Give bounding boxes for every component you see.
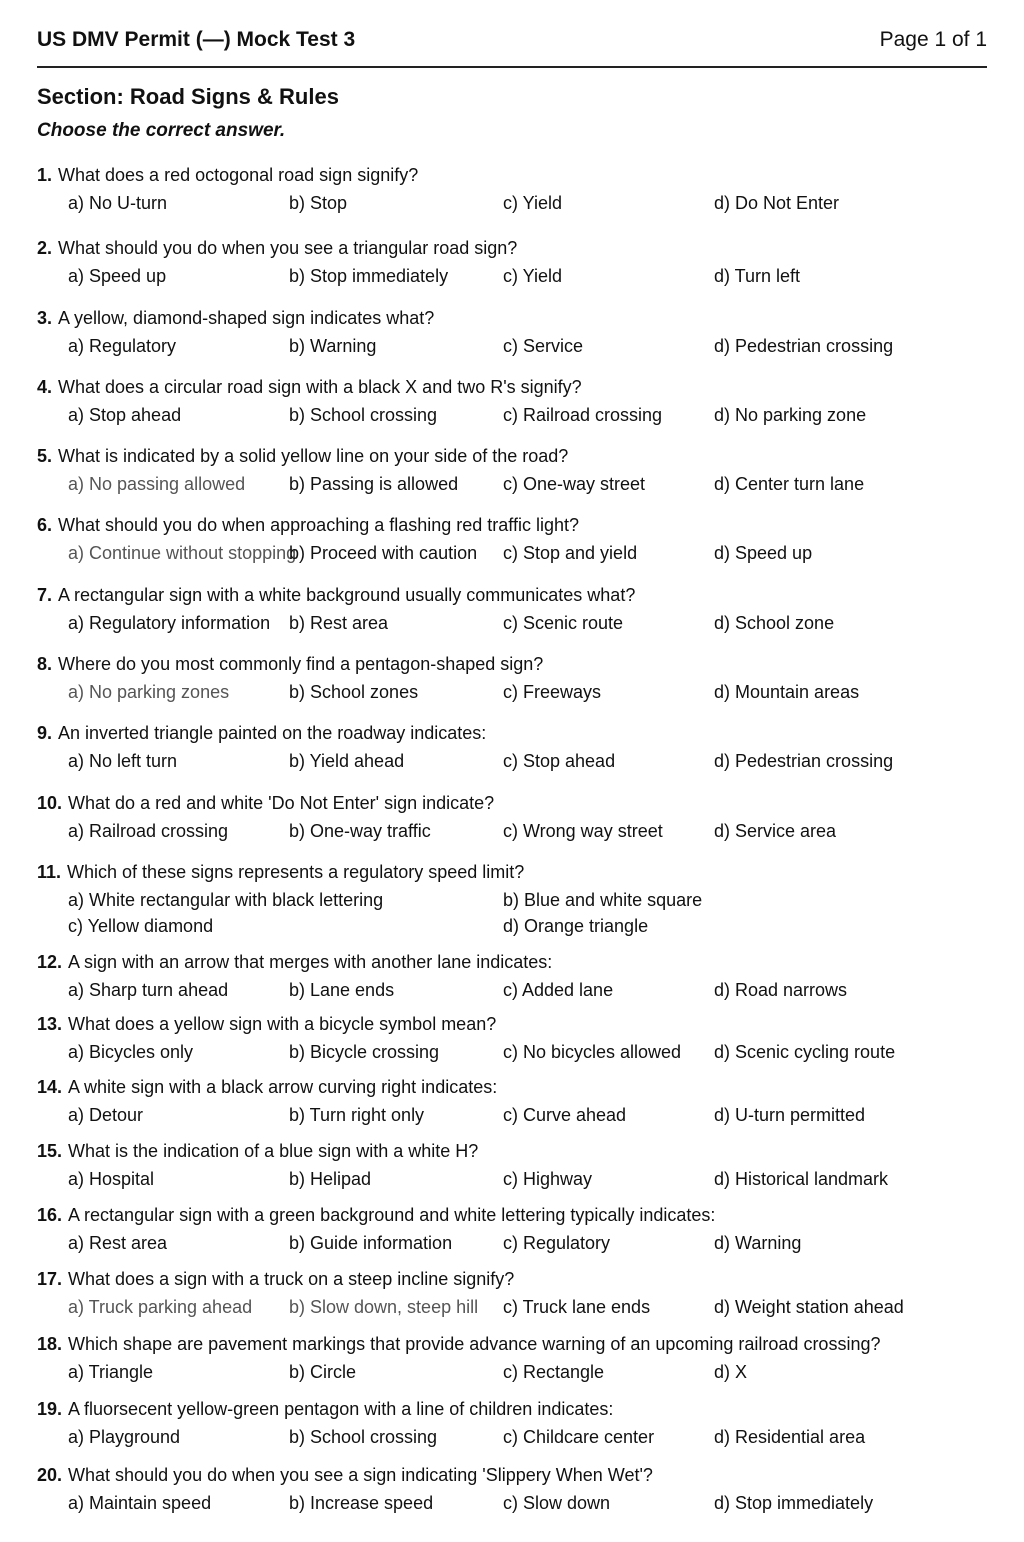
answer-option[interactable]: d) Historical landmark <box>714 1169 889 1189</box>
question-number: 10. <box>37 793 63 813</box>
answer-option[interactable]: b) One-way traffic <box>289 821 431 841</box>
answer-option[interactable]: b) Slow down, steep hill <box>289 1297 479 1317</box>
question-number: 5. <box>37 446 53 466</box>
answer-option[interactable]: a) Truck parking ahead <box>68 1297 253 1317</box>
question-text <box>37 1464 987 1486</box>
question-number: 3. <box>37 308 53 328</box>
question-text <box>37 584 987 606</box>
answer-option[interactable]: d) School zone <box>714 613 835 633</box>
question-number: 11. <box>37 862 62 882</box>
question-item <box>37 861 987 941</box>
answer-option[interactable]: b) Blue and white square <box>503 890 703 910</box>
answer-option[interactable]: b) School crossing <box>289 405 438 425</box>
answer-option[interactable]: c) Curve ahead <box>503 1105 627 1125</box>
question-number: 14. <box>37 1077 63 1097</box>
question-text <box>37 1076 987 1098</box>
answer-option[interactable]: d) Turn left <box>714 266 801 286</box>
question-item <box>37 1464 987 1542</box>
question-prompt: A sign with an arrow that merges with another lane indicates: <box>68 952 553 972</box>
answer-option[interactable]: c) No bicycles allowed <box>503 1042 682 1062</box>
question-text <box>37 653 987 675</box>
question-prompt: What does a red octogonal road sign signify? <box>58 165 419 185</box>
question-prompt: A rectangular sign with a green background and white lettering typically indicates: <box>68 1205 716 1225</box>
answer-option[interactable]: c) Freeways <box>503 682 602 702</box>
answer-option[interactable]: b) Stop immediately <box>289 266 449 286</box>
answer-option[interactable]: d) Do Not Enter <box>714 193 840 213</box>
question-prompt: What is the indication of a blue sign with a white H? <box>68 1141 479 1161</box>
answer-options <box>37 883 987 941</box>
question-number: 8. <box>37 654 53 674</box>
question-text <box>37 792 987 814</box>
answer-option[interactable]: a) Regulatory <box>68 336 177 356</box>
question-prompt: What should you do when approaching a flashing red traffic light? <box>58 515 580 535</box>
answer-option[interactable]: b) School zones <box>289 682 419 702</box>
question-prompt: A rectangular sign with a white background usually communicates what? <box>58 585 636 605</box>
question-text <box>37 1333 987 1355</box>
question-prompt: What does a yellow sign with a bicycle symbol mean? <box>68 1014 497 1034</box>
question-text <box>37 514 987 536</box>
answer-option[interactable]: d) U-turn permitted <box>714 1105 866 1125</box>
answer-option[interactable]: a) Maintain speed <box>68 1493 212 1513</box>
answer-option[interactable]: c) Wrong way street <box>503 821 663 841</box>
answer-option[interactable]: a) Playground <box>68 1427 181 1447</box>
answer-option[interactable]: a) Speed up <box>68 266 167 286</box>
question-item <box>37 722 987 800</box>
answer-option[interactable]: d) Road narrows <box>714 980 848 1000</box>
answer-option[interactable]: b) Circle <box>289 1362 357 1382</box>
question-prompt: What do a red and white 'Do Not Enter' sign indicate? <box>68 793 495 813</box>
answer-options <box>37 1486 987 1542</box>
answer-option[interactable]: b) Bicycle crossing <box>289 1042 440 1062</box>
answer-option[interactable]: a) Bicycles only <box>68 1042 194 1062</box>
answer-option[interactable]: b) Rest area <box>289 613 389 633</box>
question-prompt: A white sign with a black arrow curving right indicates: <box>68 1077 498 1097</box>
question-prompt: What should you do when you see a sign indicating 'Slippery When Wet'? <box>68 1465 653 1485</box>
question-prompt: An inverted triangle painted on the roadway indicates: <box>58 723 487 743</box>
answer-option[interactable]: a) No parking zones <box>68 682 230 702</box>
question-number: 6. <box>37 515 53 535</box>
question-text <box>37 1268 987 1290</box>
answer-option[interactable]: c) Railroad crossing <box>503 405 663 425</box>
answer-option[interactable]: a) Stop ahead <box>68 405 182 425</box>
answer-option[interactable]: b) Helipad <box>289 1169 372 1189</box>
answer-option[interactable]: d) Speed up <box>714 543 813 563</box>
answer-option[interactable]: c) Rectangle <box>503 1362 605 1382</box>
question-prompt: Which of these signs represents a regulatory speed limit? <box>67 862 525 882</box>
question-item <box>37 445 987 523</box>
answer-option[interactable]: c) One-way street <box>503 474 646 494</box>
answer-option[interactable]: c) Slow down <box>503 1493 611 1513</box>
answer-option[interactable]: b) Warning <box>289 336 377 356</box>
question-text <box>37 1140 987 1162</box>
answer-option[interactable]: a) No U-turn <box>68 193 168 213</box>
answer-option[interactable]: a) Rest area <box>68 1233 168 1253</box>
answer-option[interactable]: b) Stop <box>289 193 348 213</box>
answer-option[interactable]: c) Added lane <box>503 980 614 1000</box>
answer-option[interactable]: b) Yield ahead <box>289 751 405 771</box>
question-number: 4. <box>37 377 53 397</box>
answer-option[interactable]: a) Continue without stopping <box>68 543 297 563</box>
question-number: 13. <box>37 1014 63 1034</box>
answer-options <box>37 186 987 242</box>
answer-option[interactable]: b) Guide information <box>289 1233 453 1253</box>
answer-option[interactable]: a) Hospital <box>68 1169 155 1189</box>
question-text <box>37 307 987 329</box>
answer-option[interactable]: d) Center turn lane <box>714 474 865 494</box>
answer-option[interactable]: a) No left turn <box>68 751 178 771</box>
answer-option[interactable]: a) White rectangular with black lettering <box>68 890 384 910</box>
question-text <box>37 164 987 186</box>
answer-option[interactable]: d) Residential area <box>714 1427 866 1447</box>
question-item <box>37 164 987 242</box>
answer-option[interactable]: d) Pedestrian crossing <box>714 751 894 771</box>
question-number: 16. <box>37 1205 63 1225</box>
document-title: US DMV Permit (—) Mock Test 3 <box>37 28 356 51</box>
answer-option[interactable]: a) Detour <box>68 1105 144 1125</box>
question-prompt: A yellow, diamond-shaped sign indicates what? <box>58 308 435 328</box>
answer-option[interactable]: b) Increase speed <box>289 1493 434 1513</box>
question-item <box>37 653 987 731</box>
answer-option[interactable]: d) Mountain areas <box>714 682 860 702</box>
question-prompt: Where do you most commonly find a pentagon-shaped sign? <box>58 654 544 674</box>
answer-option[interactable]: b) Passing is allowed <box>289 474 459 494</box>
question-number: 15. <box>37 1141 63 1161</box>
question-prompt: Which shape are pavement markings that provide advance warning of an upcoming railroad crossing? <box>68 1334 881 1354</box>
page-number: Page 1 of 1 <box>879 28 987 51</box>
question-item <box>37 376 987 454</box>
answer-option[interactable]: b) Turn right only <box>289 1105 425 1125</box>
answer-option[interactable]: d) Weight station ahead <box>714 1297 904 1317</box>
answer-option[interactable]: c) Truck lane ends <box>503 1297 651 1317</box>
section-title: Section: Road Signs & Rules <box>37 84 339 109</box>
answer-option[interactable]: c) Service <box>503 336 584 356</box>
question-text <box>37 861 987 883</box>
question-text <box>37 1398 987 1420</box>
instructions: Choose the correct answer. <box>37 120 286 141</box>
question-text <box>37 1204 987 1226</box>
question-number: 2. <box>37 238 53 258</box>
question-text <box>37 722 987 744</box>
answer-option[interactable]: c) Regulatory <box>503 1233 611 1253</box>
answer-option[interactable]: a) Regulatory information <box>68 613 271 633</box>
question-prompt: A fluorsecent yellow-green pentagon with a line of children indicates: <box>68 1399 614 1419</box>
answer-option[interactable]: a) No passing allowed <box>68 474 246 494</box>
answer-option[interactable]: a) Triangle <box>68 1362 154 1382</box>
question-number: 17. <box>37 1269 63 1289</box>
answer-option[interactable]: d) Service area <box>714 821 837 841</box>
answer-option[interactable]: d) No parking zone <box>714 405 867 425</box>
answer-option[interactable]: d) Orange triangle <box>503 916 649 936</box>
question-number: 12. <box>37 952 63 972</box>
question-text <box>37 237 987 259</box>
question-prompt: What is indicated by a solid yellow line on your side of the road? <box>58 446 569 466</box>
question-prompt: What does a sign with a truck on a steep incline signify? <box>68 1269 515 1289</box>
answer-option[interactable]: d) X <box>714 1362 748 1382</box>
question-number: 18. <box>37 1334 63 1354</box>
answer-option[interactable]: b) School crossing <box>289 1427 438 1447</box>
question-number: 7. <box>37 585 53 605</box>
answer-option[interactable]: d) Scenic cycling route <box>714 1042 896 1062</box>
question-item <box>37 307 987 385</box>
answer-option[interactable]: b) Proceed with caution <box>289 543 478 563</box>
question-number: 19. <box>37 1399 63 1419</box>
question-text <box>37 376 987 398</box>
question-text <box>37 951 987 973</box>
answer-option[interactable]: d) Pedestrian crossing <box>714 336 894 356</box>
answer-option[interactable]: c) Yield <box>503 266 563 286</box>
answer-option[interactable]: d) Stop immediately <box>714 1493 874 1513</box>
answer-option[interactable]: b) Lane ends <box>289 980 395 1000</box>
question-item <box>37 514 987 592</box>
question-text <box>37 445 987 467</box>
question-item <box>37 237 987 315</box>
question-number: 1. <box>37 165 53 185</box>
question-number: 9. <box>37 723 53 743</box>
question-number: 20. <box>37 1465 63 1485</box>
answer-option[interactable]: c) Yellow diamond <box>68 916 214 936</box>
answer-option[interactable]: c) Yield <box>503 193 563 213</box>
answer-option[interactable]: c) Childcare center <box>503 1427 655 1447</box>
answer-option[interactable]: a) Sharp turn ahead <box>68 980 229 1000</box>
answer-option[interactable]: c) Stop and yield <box>503 543 638 563</box>
answer-option[interactable]: d) Warning <box>714 1233 802 1253</box>
question-prompt: What should you do when you see a triangular road sign? <box>58 238 518 258</box>
question-item <box>37 584 987 662</box>
answer-option[interactable]: a) Railroad crossing <box>68 821 229 841</box>
answer-option[interactable]: c) Scenic route <box>503 613 624 633</box>
question-text <box>37 1013 987 1035</box>
answer-option[interactable]: c) Highway <box>503 1169 593 1189</box>
question-prompt: What does a circular road sign with a black X and two R's signify? <box>58 377 582 397</box>
answer-option[interactable]: c) Stop ahead <box>503 751 616 771</box>
question-item <box>37 792 987 870</box>
